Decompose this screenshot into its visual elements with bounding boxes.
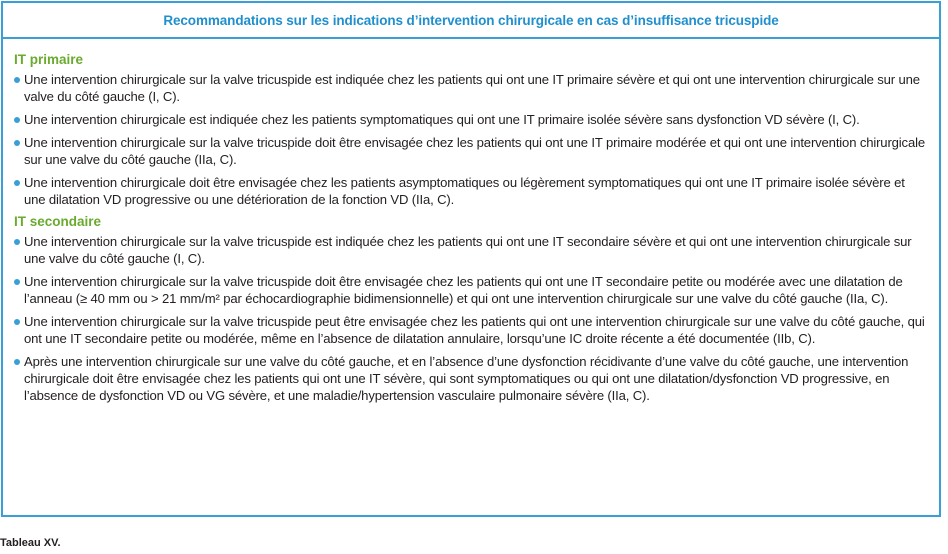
list-item-text: Une intervention chirurgicale sur la valve tricuspide doit être envisagée chez les patients qui ont une IT secondaire petite ou modérée avec une dilatation de l’anneau (≥ 40 mm ou > 21 mm/m² par échocardiographie bidimensionnelle) et qui ont une intervention chirurgicale sur une valve du côté gauche (IIa, C).	[24, 274, 903, 306]
bullet-icon	[14, 319, 20, 325]
recommendations-table	[1, 1, 941, 517]
bullet-icon	[14, 117, 20, 123]
list-item	[13, 233, 929, 267]
list-item-text: Une intervention chirurgicale sur la valve tricuspide doit être envisagée chez les patients qui ont une IT primaire modérée et qui ont une intervention chirurgicale sur une valve du côté gauche (IIa, C).	[24, 135, 925, 167]
list-item-text: Une intervention chirurgicale doit être envisagée chez les patients asymptomatiques ou légèrement symptomatiques qui ont une IT primaire isolée sévère et une dilatation VD progressive ou une détérioration de la fonction VD (IIa, C).	[24, 175, 905, 207]
list-item	[13, 174, 929, 208]
bullet-icon	[14, 279, 20, 285]
table-title: Recommandations sur les indications d’intervention chirurgicale en cas d’insuffisance tricuspide	[3, 3, 939, 39]
table-caption: Tableau XV.	[0, 537, 61, 549]
bullet-icon	[14, 239, 20, 245]
list-item-text: Une intervention chirurgicale sur la valve tricuspide est indiquée chez les patients qui ont une IT primaire sévère et qui ont une intervention chirurgicale sur une valve du côté gauche (I, C).	[24, 72, 920, 104]
bullet-icon	[14, 359, 20, 365]
table-content	[3, 39, 939, 404]
bullet-icon	[14, 140, 20, 146]
list-item-text: Après une intervention chirurgicale sur une valve du côté gauche, et en l’absence d’une dysfonction récidivante d’une valve du côté gauche, une intervention chirurgicale doit être envisagée chez les patients qui ont une IT sévère, qui sont symptomatiques ou qui ont une dilatation/dysfonction VD progressive, en l’absence de dysfonction VD ou VG sévère, et une maladie/hypertension vasculaire pulmonaire sévère (IIa, C).	[24, 354, 909, 403]
bullet-icon	[14, 180, 20, 186]
list-it-primaire	[13, 71, 929, 208]
list-item	[13, 273, 929, 307]
section-heading-it-secondaire: IT secondaire	[14, 214, 102, 229]
list-item	[13, 111, 929, 128]
section-heading-it-primaire: IT primaire	[14, 52, 84, 67]
list-item	[13, 71, 929, 105]
list-item	[13, 134, 929, 168]
list-item-text: Une intervention chirurgicale sur la valve tricuspide peut être envisagée chez les patients qui ont une intervention chirurgicale sur une valve du côté gauche, qui ont une IT secondaire petite ou modérée, même en l’absence de dilatation annulaire, lorsqu’une IC droite récente a été documentée (IIb, C).	[24, 314, 925, 346]
bullet-icon	[14, 77, 20, 83]
list-item-text: Une intervention chirurgicale sur la valve tricuspide est indiquée chez les patients qui ont une IT secondaire sévère et qui ont une intervention chirurgicale sur une valve du côté gauche (I, C).	[24, 234, 912, 266]
list-item	[13, 353, 929, 404]
list-item-text: Une intervention chirurgicale est indiquée chez les patients symptomatiques qui ont une IT primaire isolée sévère sans dysfonction VD sévère (I, C).	[24, 112, 860, 127]
list-item	[13, 313, 929, 347]
list-it-secondaire	[13, 233, 929, 404]
